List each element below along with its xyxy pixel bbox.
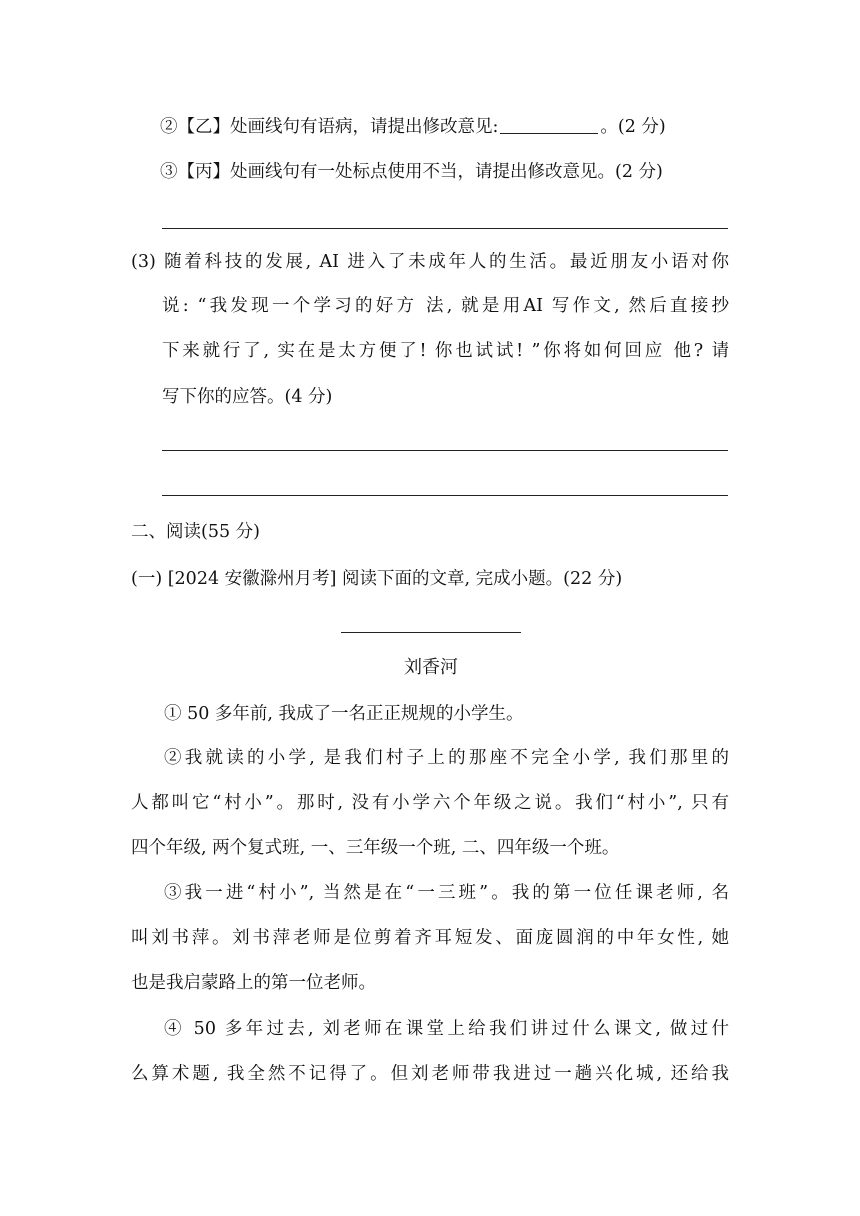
section-subheading: (一) [2024 安徽滁州月考] 阅读下面的文章, 完成小题。(22 分)	[131, 569, 623, 589]
article-title-blank[interactable]	[341, 632, 521, 633]
question-3-line: (3) 随着科技的发展, AI 进入了未成年人的生活。最近朋友小语对你	[131, 252, 729, 272]
section-heading: 二、阅读(55 分)	[131, 522, 260, 542]
article-line: 人都叫它“村小”。那时, 没有小学六个年级之说。我们“村小”, 只有	[131, 793, 729, 813]
question-3-item: ③【丙】处画线句有一处标点使用不当，请提出修改意见。(2 分)	[160, 162, 663, 182]
answer-line[interactable]	[162, 450, 728, 451]
answer-blank[interactable]	[500, 115, 598, 134]
article-author: 刘香河	[404, 657, 458, 678]
score-note: 。(2 分)	[600, 117, 666, 137]
answer-line[interactable]	[162, 495, 728, 496]
article-line: ②我就读的小学, 是我们村子上的那座不完全小学, 我们那里的	[164, 748, 729, 768]
article-line: ③我一进“村小”, 当然是在“一三班”。我的第一位任课老师, 名	[164, 883, 729, 903]
answer-line[interactable]	[162, 228, 728, 229]
article-line: ① 50 多年前, 我成了一名正正规规的小学生。	[164, 704, 524, 724]
question-3-line: 说: “我发现一个学习的好方 法, 就是用AI 写作文, 然后直接抄	[162, 296, 729, 316]
article-line: 叫刘书萍。刘书萍老师是位剪着齐耳短发、面庞圆润的中年女性, 她	[131, 928, 729, 948]
article-line: 也是我启蒙路上的第一位老师。	[131, 973, 376, 993]
article-line: 么算术题, 我全然不记得了。但刘老师带我进过一趟兴化城, 还给我	[131, 1064, 729, 1084]
question-2-item	[160, 115, 666, 139]
article-line: 四个年级, 两个复式班, 一、三年级一个班, 二、四年级一个班。	[131, 838, 620, 858]
article-line: ④ 50 多年过去, 刘老师在课堂上给我们讲过什么课文, 做过什	[164, 1019, 729, 1039]
question-text: ②【乙】处画线句有语病，请提出修改意见:	[160, 117, 499, 137]
question-3-line: 下来就行了, 实在是太方便了! 你也试试! ”你将如何回应 他? 请	[162, 341, 729, 361]
question-3-line: 写下你的应答。(4 分)	[162, 387, 333, 407]
